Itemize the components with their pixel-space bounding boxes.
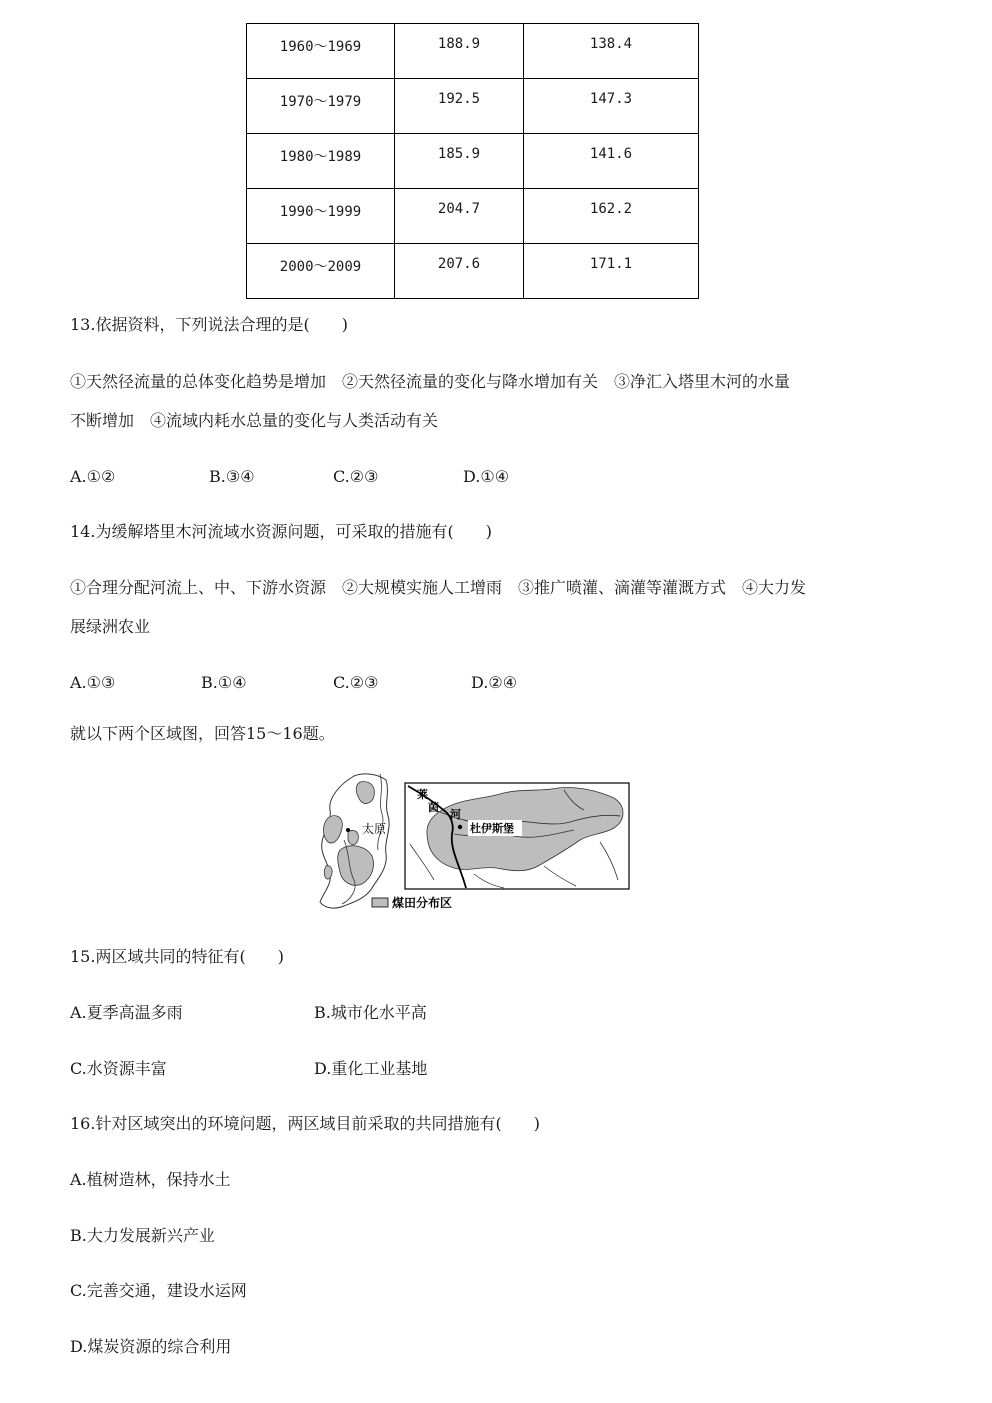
region-maps-figure xyxy=(314,770,634,915)
q14-option-b[interactable]: B.①④ xyxy=(201,673,247,692)
q14-statements-line2: 展绿洲农业 xyxy=(70,617,151,636)
q13-stem: 13.依据资料，下列说法合理的是( ) xyxy=(70,315,348,334)
period-cell: 2000～2009 xyxy=(247,244,395,299)
q15-option-b[interactable]: B.城市化水平高 xyxy=(314,1003,427,1022)
period-cell: 1970～1979 xyxy=(247,79,395,134)
rhine-label-2: 茵 xyxy=(428,801,439,814)
value-cell: 188.9 xyxy=(395,24,524,79)
legend-swatch xyxy=(372,898,388,907)
q15-stem: 15.两区域共同的特征有( ) xyxy=(70,947,284,966)
legend-label: 煤田分布区 xyxy=(392,896,453,910)
q13-statements-line1: ①天然径流量的总体变化趋势是增加 ②天然径流量的变化与降水增加有关 ③净汇入塔里木河的水量 xyxy=(70,372,791,391)
q16-option-b[interactable]: B.大力发展新兴产业 xyxy=(70,1226,215,1245)
q14-option-a[interactable]: A.①③ xyxy=(70,673,116,692)
q15-option-a[interactable]: A.夏季高温多雨 xyxy=(70,1003,183,1022)
q13-option-b[interactable]: B.③④ xyxy=(209,467,255,486)
city-dot xyxy=(346,828,350,832)
value-cell: 138.4 xyxy=(524,24,699,79)
coal-field xyxy=(348,830,358,844)
coal-field xyxy=(356,782,374,804)
period-cell: 1990～1999 xyxy=(247,189,395,244)
period-cell: 1960～1969 xyxy=(247,24,395,79)
value-cell: 192.5 xyxy=(395,79,524,134)
q14-option-d[interactable]: D.②④ xyxy=(471,673,518,692)
q16-stem: 16.针对区域突出的环境问题，两区域目前采取的共同措施有( ) xyxy=(70,1114,540,1133)
q14-statements-line1: ①合理分配河流上、中、下游水资源 ②大规模实施人工增雨 ③推广喷灌、滴灌等灌溉方式 ④大力发 xyxy=(70,578,807,597)
value-cell: 171.1 xyxy=(524,244,699,299)
q15-option-d[interactable]: D.重化工业基地 xyxy=(314,1059,428,1078)
period-cell: 1980～1989 xyxy=(247,134,395,189)
value-cell: 147.3 xyxy=(524,79,699,134)
q13-option-a[interactable]: A.①② xyxy=(70,467,116,486)
value-cell: 207.6 xyxy=(395,244,524,299)
intro-text: 就以下两个区域图，回答15～16题。 xyxy=(70,724,335,743)
shanxi-map xyxy=(320,774,389,908)
ruhr-map xyxy=(405,783,629,889)
rhine-label-3: 河 xyxy=(450,808,461,821)
table-row xyxy=(247,24,699,79)
q14-option-c[interactable]: C.②③ xyxy=(333,673,379,692)
q13-option-d[interactable]: D.①④ xyxy=(463,467,510,486)
q14-stem: 14.为缓解塔里木河流域水资源问题，可采取的措施有( ) xyxy=(70,522,492,541)
city-dot xyxy=(458,825,462,829)
q16-option-a[interactable]: A.植树造林，保持水土 xyxy=(70,1170,231,1189)
rhine-label-1: 莱 xyxy=(417,788,428,801)
table-row xyxy=(247,244,699,299)
q13-statements-line2: 不断增加 ④流域内耗水总量的变化与人类活动有关 xyxy=(70,411,439,430)
taiyuan-label: 太原 xyxy=(362,822,387,836)
value-cell: 185.9 xyxy=(395,134,524,189)
coal-field xyxy=(324,866,332,879)
river-line xyxy=(378,774,383,850)
q13-option-c[interactable]: C.②③ xyxy=(333,467,379,486)
table-row xyxy=(247,189,699,244)
q16-option-c[interactable]: C.完善交通，建设水运网 xyxy=(70,1281,247,1300)
q16-option-d[interactable]: D.煤炭资源的综合利用 xyxy=(70,1337,232,1356)
value-cell: 204.7 xyxy=(395,189,524,244)
runoff-table xyxy=(246,23,699,299)
coal-field xyxy=(324,816,343,843)
value-cell: 141.6 xyxy=(524,134,699,189)
table-row xyxy=(247,79,699,134)
duisburg-label: 杜伊斯堡 xyxy=(470,822,514,835)
table-row xyxy=(247,134,699,189)
coal-field xyxy=(338,846,374,886)
q15-option-c[interactable]: C.水资源丰富 xyxy=(70,1059,167,1078)
value-cell: 162.2 xyxy=(524,189,699,244)
